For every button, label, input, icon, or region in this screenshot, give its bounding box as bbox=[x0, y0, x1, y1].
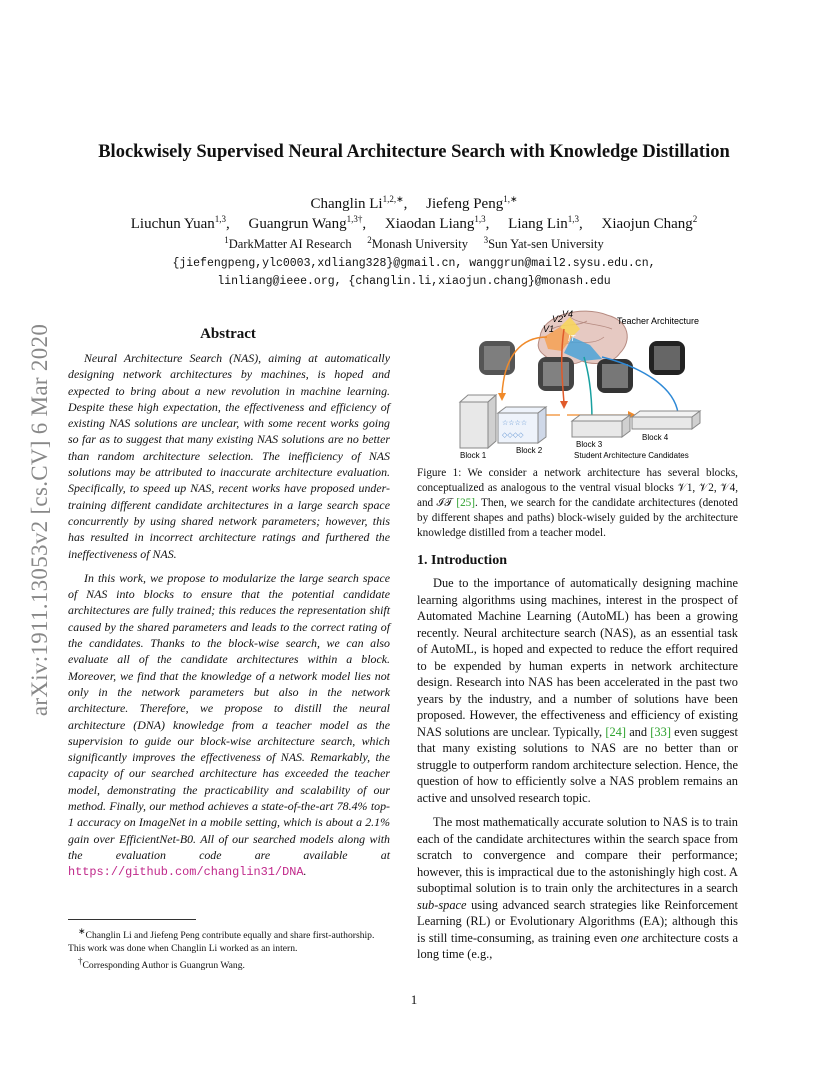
abstract-paragraph-2: In this work, we propose to modularize the large search space of NAS into blocks to ensure that the potential candidate architectures are fully trained; this reduces the representation shift caused by the shared parameters and leads to the correct rating of the candidates. Thanks to the block-wise search, we can also evaluate all of the candidate architectures within a block. Moreover, we find that the knowledge of a network model lies not only in the network parameters but also in the network architecture. Therefore, we propose to distill the neural architecture (DNA) knowledge from a teacher model as the supervision to guide our block-wise architecture search, which significantly improves the effectiveness of NAS. Remarkably, the capacity of our searched architecture has exceeded the teacher model, demonstrating the practicability and scalability of our method. Finally, our method achieves a state-of-the-art 78.4% top-1 accuracy on ImageNet in a mobile setting, which is about a 2.1% gain over EfficientNet-B0. All of our searched models along with the evaluation code are available at https://github.com/changlin31/DNA. bbox=[68, 570, 390, 880]
author-line-1: Changlin $Li^{1,2,∗}$, Jiefeng Peng$^{1,∗}$ bbox=[310, 194, 518, 212]
feature-map-thumbnail-3 bbox=[597, 359, 633, 393]
citation-link[interactable]: [33] bbox=[650, 724, 671, 739]
abstract-heading: Abstract bbox=[200, 326, 256, 342]
brain-label-v1: V1 bbox=[543, 324, 555, 334]
brain-label-v2: V2 bbox=[552, 314, 564, 324]
paper-title: Blockwisely Supervised Neural Architecture Search with Knowledge Distillation bbox=[98, 142, 730, 162]
abstract-paragraph-1: Neural Architecture Search (NAS), aiming at automatically designing network architectures by machines, is hoped and expected to bring about a new revolution in machine learning. Despite these high expectation, the effectiveness and efficiency of existing NAS solutions are unclear, with some recent works going so far as to suggest that many existing NAS solutions are no better than random architecture selection. The inefficiency of NAS solutions may be attributed to inaccurate architecture evaluation. Specifically, to speed up NAS, recent works have proposed under-training different candidate architectures in a large search space concurrently by using shared network parameters; however, this has resulted in incorrect architecture ratings and furthered the ineffectiveness of NAS. bbox=[68, 351, 390, 561]
feature-map-thumbnail-4 bbox=[649, 341, 685, 375]
author-name: Jiefeng Peng bbox=[426, 196, 504, 212]
footnotes bbox=[68, 925, 390, 972]
block-3 bbox=[572, 415, 630, 437]
svg-text:◇◇◇◇: ◇◇◇◇ bbox=[502, 431, 524, 439]
block-2 bbox=[498, 407, 546, 443]
block-1 bbox=[460, 395, 496, 448]
brain-label-it: IT bbox=[568, 334, 576, 343]
block-4-label: Block 4 bbox=[642, 433, 669, 442]
footnote-corresponding-author: †Corresponding Author is Guangrun Wang. bbox=[78, 956, 245, 972]
footnote-rule bbox=[68, 919, 196, 920]
footnote-equal-contribution: ∗Changlin Li and Jiefeng Peng contribute equally and share first-authorship. This work was done when Changlin Li worked as an intern. bbox=[68, 926, 375, 955]
citation-link[interactable]: [24] bbox=[605, 724, 626, 739]
block-4 bbox=[632, 411, 700, 429]
section-heading-introduction: 1. Introduction bbox=[417, 553, 507, 568]
block-1-label: Block 1 bbox=[460, 451, 487, 460]
author-name: Liang Lin bbox=[508, 216, 568, 232]
author-name: Liuchun Yuan bbox=[130, 216, 215, 232]
block-3-label: Block 3 bbox=[576, 440, 603, 449]
github-link[interactable]: https://github.com/changlin31/DNA bbox=[68, 865, 304, 880]
student-candidates-label: Student Architecture Candidates bbox=[574, 451, 689, 460]
author-name: Xiaojun Chang bbox=[601, 216, 693, 232]
figure-1-caption: Figure 1: We consider a network architecture has several blocks, conceptualized as analogous to the ventral visual blocks 𝒱1, 𝒱2, 𝒱4, and ℐ𝒯 [25]. Then, we search for the candidate architectures (denoted by different shapes and paths) block-wisely guided by the architecture knowledge distilled from a teacher model. bbox=[417, 467, 738, 539]
brain-label-v4: V4 bbox=[562, 309, 574, 319]
author-name: Guangrun Wang bbox=[248, 216, 347, 232]
svg-text:☆☆☆☆: ☆☆☆☆ bbox=[502, 419, 528, 427]
figure-1-diagram bbox=[452, 307, 732, 462]
teacher-architecture-label: Teacher Architecture bbox=[617, 316, 700, 326]
page-number: 1 bbox=[410, 992, 418, 1007]
arxiv-id: arXiv:1911.13053v2 [cs.CV] 6 Mar 2020 bbox=[27, 323, 52, 717]
block-2-label: Block 2 bbox=[516, 446, 543, 455]
intro-paragraph-1: Due to the importance of automatically designing machine learning algorithms using machines, interest in the prospect of Automated Machine Learning (AutoML) has been a growing recently. Neural architecture search (NAS), as an essential task of AutoML, is hoped and expected to reduce the effort required to be expended by human experts in network architecture design. Research into NAS has been accelerated in the past two years by the industry, and a number of solutions have been proposed. However, the effectiveness and efficiency of existing NAS solutions are unclear. Typically, [24] and [33] even suggest that many existing solutions to NAS are no better than or struggle to outperform random architecture selection. Hence, the question of how to efficiently solve a NAS problem remains an active and unsolved research topic. bbox=[417, 576, 738, 805]
author-name: Xiaodan Liang bbox=[384, 216, 475, 232]
abstract-body bbox=[68, 350, 390, 881]
email-line-2: linliang@ieee.org, {changlin.li,xiaojun.chang}@monash.edu bbox=[217, 275, 611, 288]
feature-map-thumbnail-1 bbox=[479, 341, 515, 375]
author-line-2: Liuchun Yuan$^{1,3}$, Guangrun Wang$^{1,3\dagger}$, Xiaodan Liang$^{1,3}$, Liang Lin$^{1,3}$, Xiaojun Chang$^2$ bbox=[130, 214, 698, 232]
citation-link[interactable]: [25] bbox=[456, 497, 475, 509]
affiliations: $^1$DarkMatter AI Research $^2$Monash University $^3$Sun Yat-sen University bbox=[224, 235, 604, 252]
intro-paragraph-2: The most mathematically accurate solution to NAS is to train each of the candidate architectures within the search space from scratch to convergence and compare their performance; however, this is impractical due to the astonishingly high cost. A suboptimal solution is to train only the architectures in a search sub-space using advanced search strategies like Reinforcement Learning (RL) or Evolutionary Algorithms (EA); although this is still time-consuming, as training even one architecture costs a long time (e.g., bbox=[417, 815, 738, 961]
feature-map-thumbnail-2 bbox=[538, 357, 574, 391]
author-name: Changlin Li bbox=[310, 196, 383, 212]
email-line-1: {jiefengpeng,ylc0003,xdliang328}@gmail.cn, wanggrun@mail2.sysu.edu.cn, bbox=[172, 257, 656, 270]
introduction-body bbox=[417, 575, 738, 963]
arxiv-sidebar-stamp bbox=[20, 280, 60, 760]
